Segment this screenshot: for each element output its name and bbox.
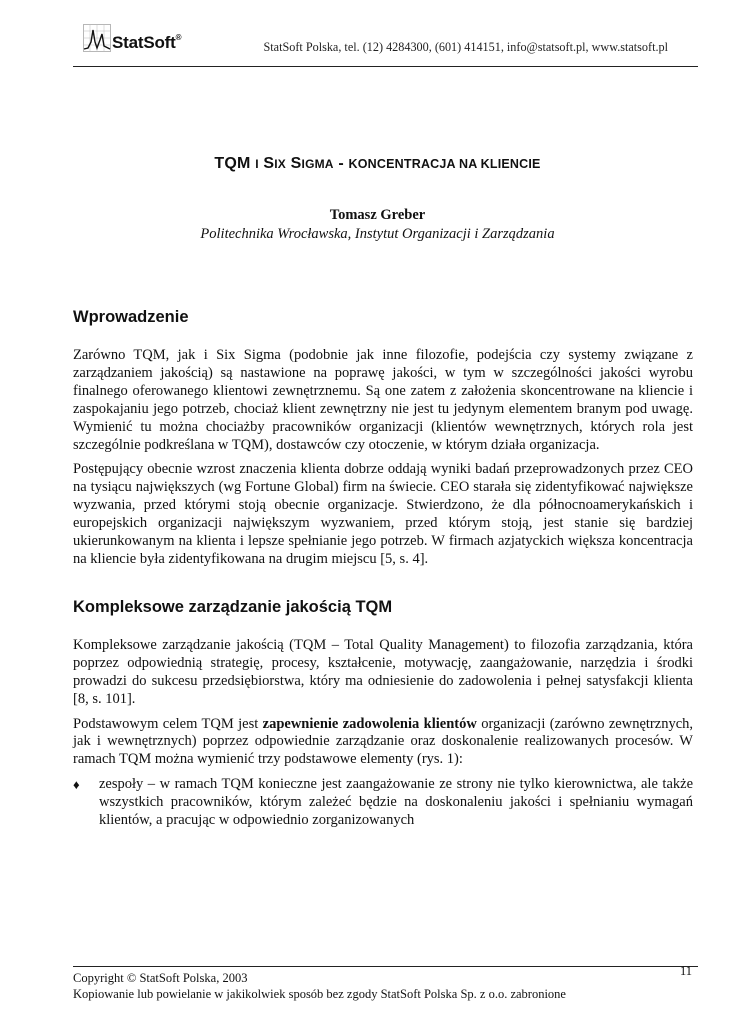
section-heading-intro: Wprowadzenie [73, 308, 189, 326]
paragraph: Kompleksowe zarządzanie jakością (TQM – Total Quality Management) to filozofia zarządzania, która poprzez odpowiednią strategię, procesy, kształcenie, motywację, zaangażowanie, narzędzia i środki prowadzi do sukcesu przedsiębiorstwa, który ma odniesienie do zadowolenia i pełnej satysfakcji klienta [8, s. 101]. [73, 636, 693, 707]
header-contact: StatSoft Polska, tel. (12) 4284300, (601) 414151, info@statsoft.pl, www.statsoft.pl [263, 40, 668, 54]
paragraph: Zarówno TQM, jak i Six Sigma (podobnie jak inne filozofie, podejścia czy systemy związane z zarządzaniem jakością) są nastawione na poprawę jakości, w tym w szczególności jakości wyrobu finalnego oferowanego klientowi zewnętrznemu. Są one zatem z założenia skoncentrowane na kliencie i zaspokajaniu jego potrzeb, chociaż klient zewnętrzny nie jest tu jedynym elementem branym pod uwagę. Wymienić tu można chociażby pracowników organizacji (klientów wewnętrznych, których rola jest szczególnie podkreślana w TQM), dostawców czy otoczenie, w którym działa organizacja. [73, 347, 693, 453]
statsoft-chart-icon [83, 24, 111, 52]
paragraph: Postępujący obecnie wzrost znaczenia klienta dobrze oddają wyniki badań przeprowadzonych przez CEO na tysiącu największych (wg Fortune Global) firm na świecie. CEO starała się zidentyfikować największe wyzwania, przed którymi stoją obecnie organizacje. Stwierdzono, że dla północnoamerykańskich i europejskich organizacji największym wyzwaniem, przed którym stoją, jest stanie się bardziej ukierunkowanym na klienta i lepsze spełnianie jego potrzeb. W firmach azjatyckich większa koncentracja na kliencie była zidentyfikowana na drugim miejscu [5, s. 4]. [73, 461, 693, 567]
logo-wordmark: StatSoft® [112, 33, 182, 52]
page-number: 11 [679, 964, 692, 978]
document-body [73, 308, 693, 830]
section-heading-tqm: Kompleksowe zarządzanie jakością TQM [73, 597, 393, 616]
bold-phrase: zapewnienie zadowolenia klientów [262, 715, 477, 732]
copyright-text: Copyright © StatSoft Polska, 2003 [73, 971, 248, 985]
author-name: Tomasz Greber [329, 207, 426, 223]
page-footer [73, 964, 698, 1001]
document-title: TQM I SIX SIGMA - KONCENTRACJA NA KLIENCIE [214, 155, 541, 172]
statsoft-logo [83, 24, 181, 52]
copy-notice: Kopiowanie lub powielanie w jakikolwiek sposób bez zgody StatSoft Polska Sp. z o.o. zabronione [73, 987, 566, 1001]
diamond-bullet-icon: ♦ [73, 777, 80, 793]
page-header [73, 18, 698, 67]
list-item-text: zespoły – w ramach TQM konieczne jest zaangażowanie ze strony nie tylko kierownictwa, ale także wszystkich pracowników, którym zależeć będzie na doskonaleniu jakości i spełnianiu wymagań klientów, a pracując w odpowiednio zorganizowanych [99, 776, 693, 829]
author-affiliation: Politechnika Wrocławska, Instytut Organizacji i Zarządzania [200, 226, 555, 242]
paragraph: Podstawowym celem TQM jest zapewnienie zadowolenia klientów organizacji (zarówno zewnętrznych, jak i wewnętrznych) poprzez odpowiednie zarządzanie oraz doskonalenie realizowanych procesów. W ramach TQM można wymienić trzy podstawowe elementy (rys. 1): [73, 715, 694, 768]
list-item [73, 776, 693, 830]
